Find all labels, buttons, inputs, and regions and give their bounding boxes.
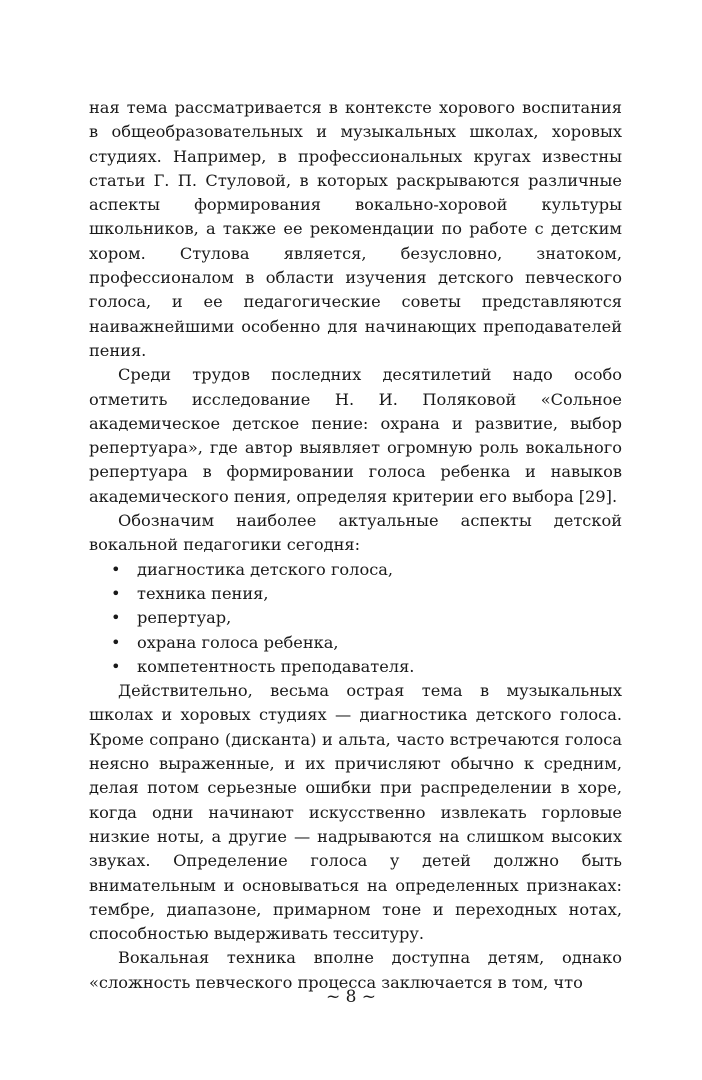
paragraph-diagnostics: Действительно, весьма острая тема в музыкальных школах и хоровых студиях — диагностика детского голоса. Кроме сопрано (дисканта) и альта, часто встречаются голоса неясно выраженные, и их причисляют обычно к средним, делая потом серьезные ошибки при распределении в хоре, когда одни начинают искусственно извлекать горловые низкие ноты, а другие — надрываются на слишком высоких звуках. Определение голоса у детей должно быть внимательным и основываться на определенных признаках: тембре, диапазоне, примарном тоне и переходных нотах, способностью выдерживать тесситуру. bbox=[89, 681, 622, 944]
body-text bbox=[89, 96, 622, 995]
bullet-icon: • bbox=[111, 608, 121, 628]
list-item-text: охрана голоса ребенка, bbox=[137, 632, 339, 652]
list-item bbox=[89, 655, 622, 679]
bullet-icon: • bbox=[111, 656, 121, 676]
bullet-icon: • bbox=[111, 583, 121, 603]
list-item bbox=[89, 606, 622, 630]
aspects-list bbox=[89, 558, 622, 679]
list-item-text: техника пения, bbox=[137, 583, 269, 603]
list-item bbox=[89, 558, 622, 582]
list-item-text: компетентность преподавателя. bbox=[137, 656, 415, 676]
bullet-icon: • bbox=[111, 632, 121, 652]
paragraph-vocal-technique: Вокальная техника вполне доступна детям, однако «сложность певческого процесса заключается в том, что bbox=[89, 948, 622, 992]
list-item-text: репертуар, bbox=[137, 608, 232, 628]
paragraph-aspects-intro: Обозначим наиболее актуальные аспекты детской вокальной педагогики сегодня: bbox=[89, 511, 622, 555]
list-item-text: диагностика детского голоса, bbox=[137, 559, 394, 579]
page-number: ~ 8 ~ bbox=[325, 987, 377, 1007]
bullet-icon: • bbox=[111, 559, 121, 579]
paragraph-continuation: ная тема рассматривается в контексте хорового воспитания в общеобразовательных и музыкальных школах, хоровых студиях. Например, в профессиональных кругах известны статьи Г. П. Стуловой, в которых раскрываются различные аспекты формирования вокально-хоровой культуры школьников, а также ее рекомендации по работе с детским хором. Стулова является, безусловно, знатоком, профессионалом в области изучения детского певческого голоса, и ее педагогические советы представляются наиважнейшими особенно для начинающих преподавателей пения. bbox=[89, 98, 622, 360]
list-item bbox=[89, 631, 622, 655]
list-item bbox=[89, 582, 622, 606]
paragraph-research: Среди трудов последних десятилетий надо особо отметить исследование Н. И. Поляковой «Сольное академическое детское пение: охрана и развитие, выбор репертуара», где автор выявляет огромную роль вокального репертуара в формировании голоса ребенка и навыков академического пения, определяя критерии его выбора [29]. bbox=[89, 365, 622, 506]
